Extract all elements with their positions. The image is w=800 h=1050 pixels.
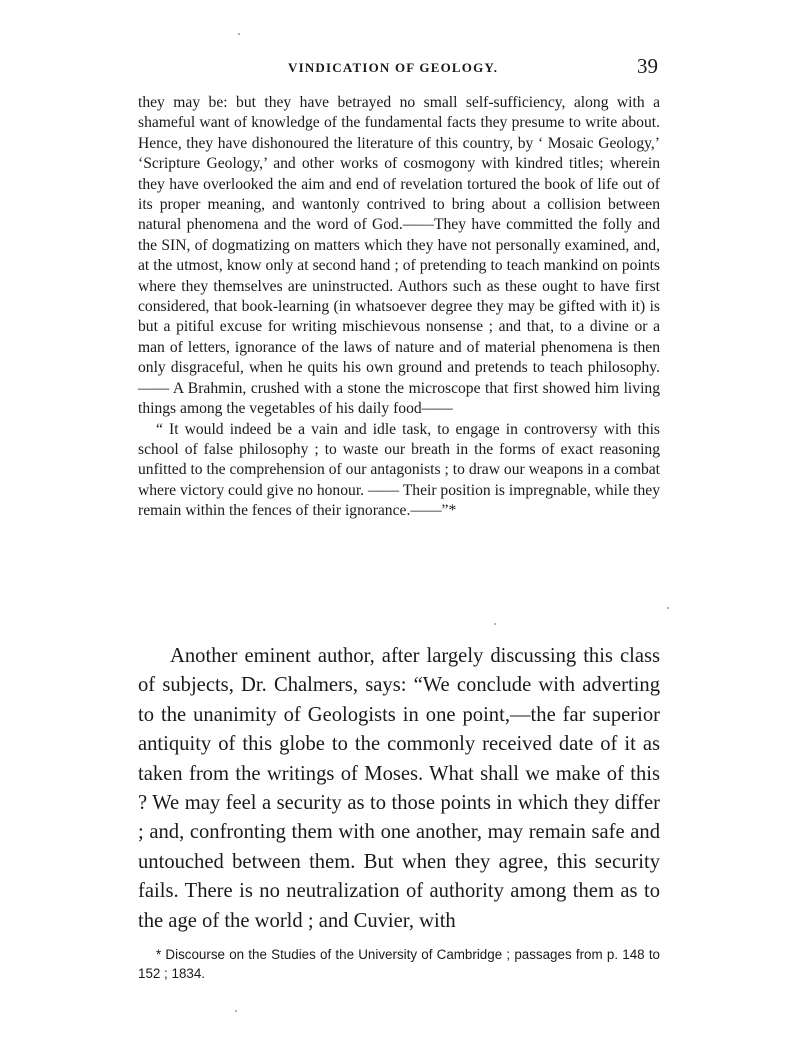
page-number: 39 xyxy=(637,54,658,78)
print-speck xyxy=(667,607,669,609)
quoted-passage xyxy=(138,93,660,522)
body-paragraph: Another eminent author, after largely discussing this class of subjects, Dr. Chalmers, says: “We conclude with adverting to the unanimity of Geologists in one point,—the far superior antiquity of this globe to the commonly received date of it as taken from the writings of Moses. What shall we make of this ? We may feel a security as to those points in which they differ ; and, confronting them with one another, may remain safe and untouched between them. But when they agree, this security fails. There is no neutralization of authority among them as to the age of the world ; and Cuvier, with xyxy=(138,645,660,932)
footnote-text: * Discourse on the Studies of the University of Cambridge ; passages from p. 148 to 152 ; 1834. xyxy=(138,947,660,981)
print-speck xyxy=(235,1010,237,1012)
running-head xyxy=(138,54,660,80)
running-title: VINDICATION OF GEOLOGY. xyxy=(288,60,499,75)
print-speck xyxy=(238,33,240,35)
print-speck xyxy=(494,623,496,625)
quote-paragraph: they may be: but they have betrayed no small self-sufficiency, along with a shameful want of knowledge of the fundamental facts they presume to write about. Hence, they have dishonoured the literature of this country, by ‘ Mosaic Geology,’ ‘Scripture Geology,’ and other works of cosmogony with kindred titles; wherein they have overlooked the aim and end of revelation tortured the book of life out of its proper meaning, and wantonly contrived to bring about a collision between natural phenomena and the word of God.——They have committed the folly and the SIN, of dogmatizing on matters which they have not personally examined, and, at the utmost, know only at second hand ; of pretending to teach mankind on points where they themselves are uninstructed. Authors such as these ought to have first considered, that book-learning (in whatsoever degree they may be gifted with it) is but a pitiful excuse for writing mischievous nonsense ; and that, to a divine or a man of letters, ignorance of the laws of nature and of material phenomena is then only disgraceful, when he quits his own ground and pretends to teach philosophy.—— A Brahmin, crushed with a stone the microscope that first showed him living things among the vegetables of his daily food—— xyxy=(138,94,660,418)
main-text xyxy=(138,642,660,936)
quote-paragraph: “ It would indeed be a vain and idle task, to engage in controversy with this school of false philosophy ; to waste our breath in the forms of exact reasoning unfitted to the comprehension of our antagonists ; to draw our weapons in a combat where victory could give no honour. —— Their position is impregnable, while they remain within the fences of their ignorance.——”* xyxy=(138,420,661,520)
footnote xyxy=(138,945,660,983)
